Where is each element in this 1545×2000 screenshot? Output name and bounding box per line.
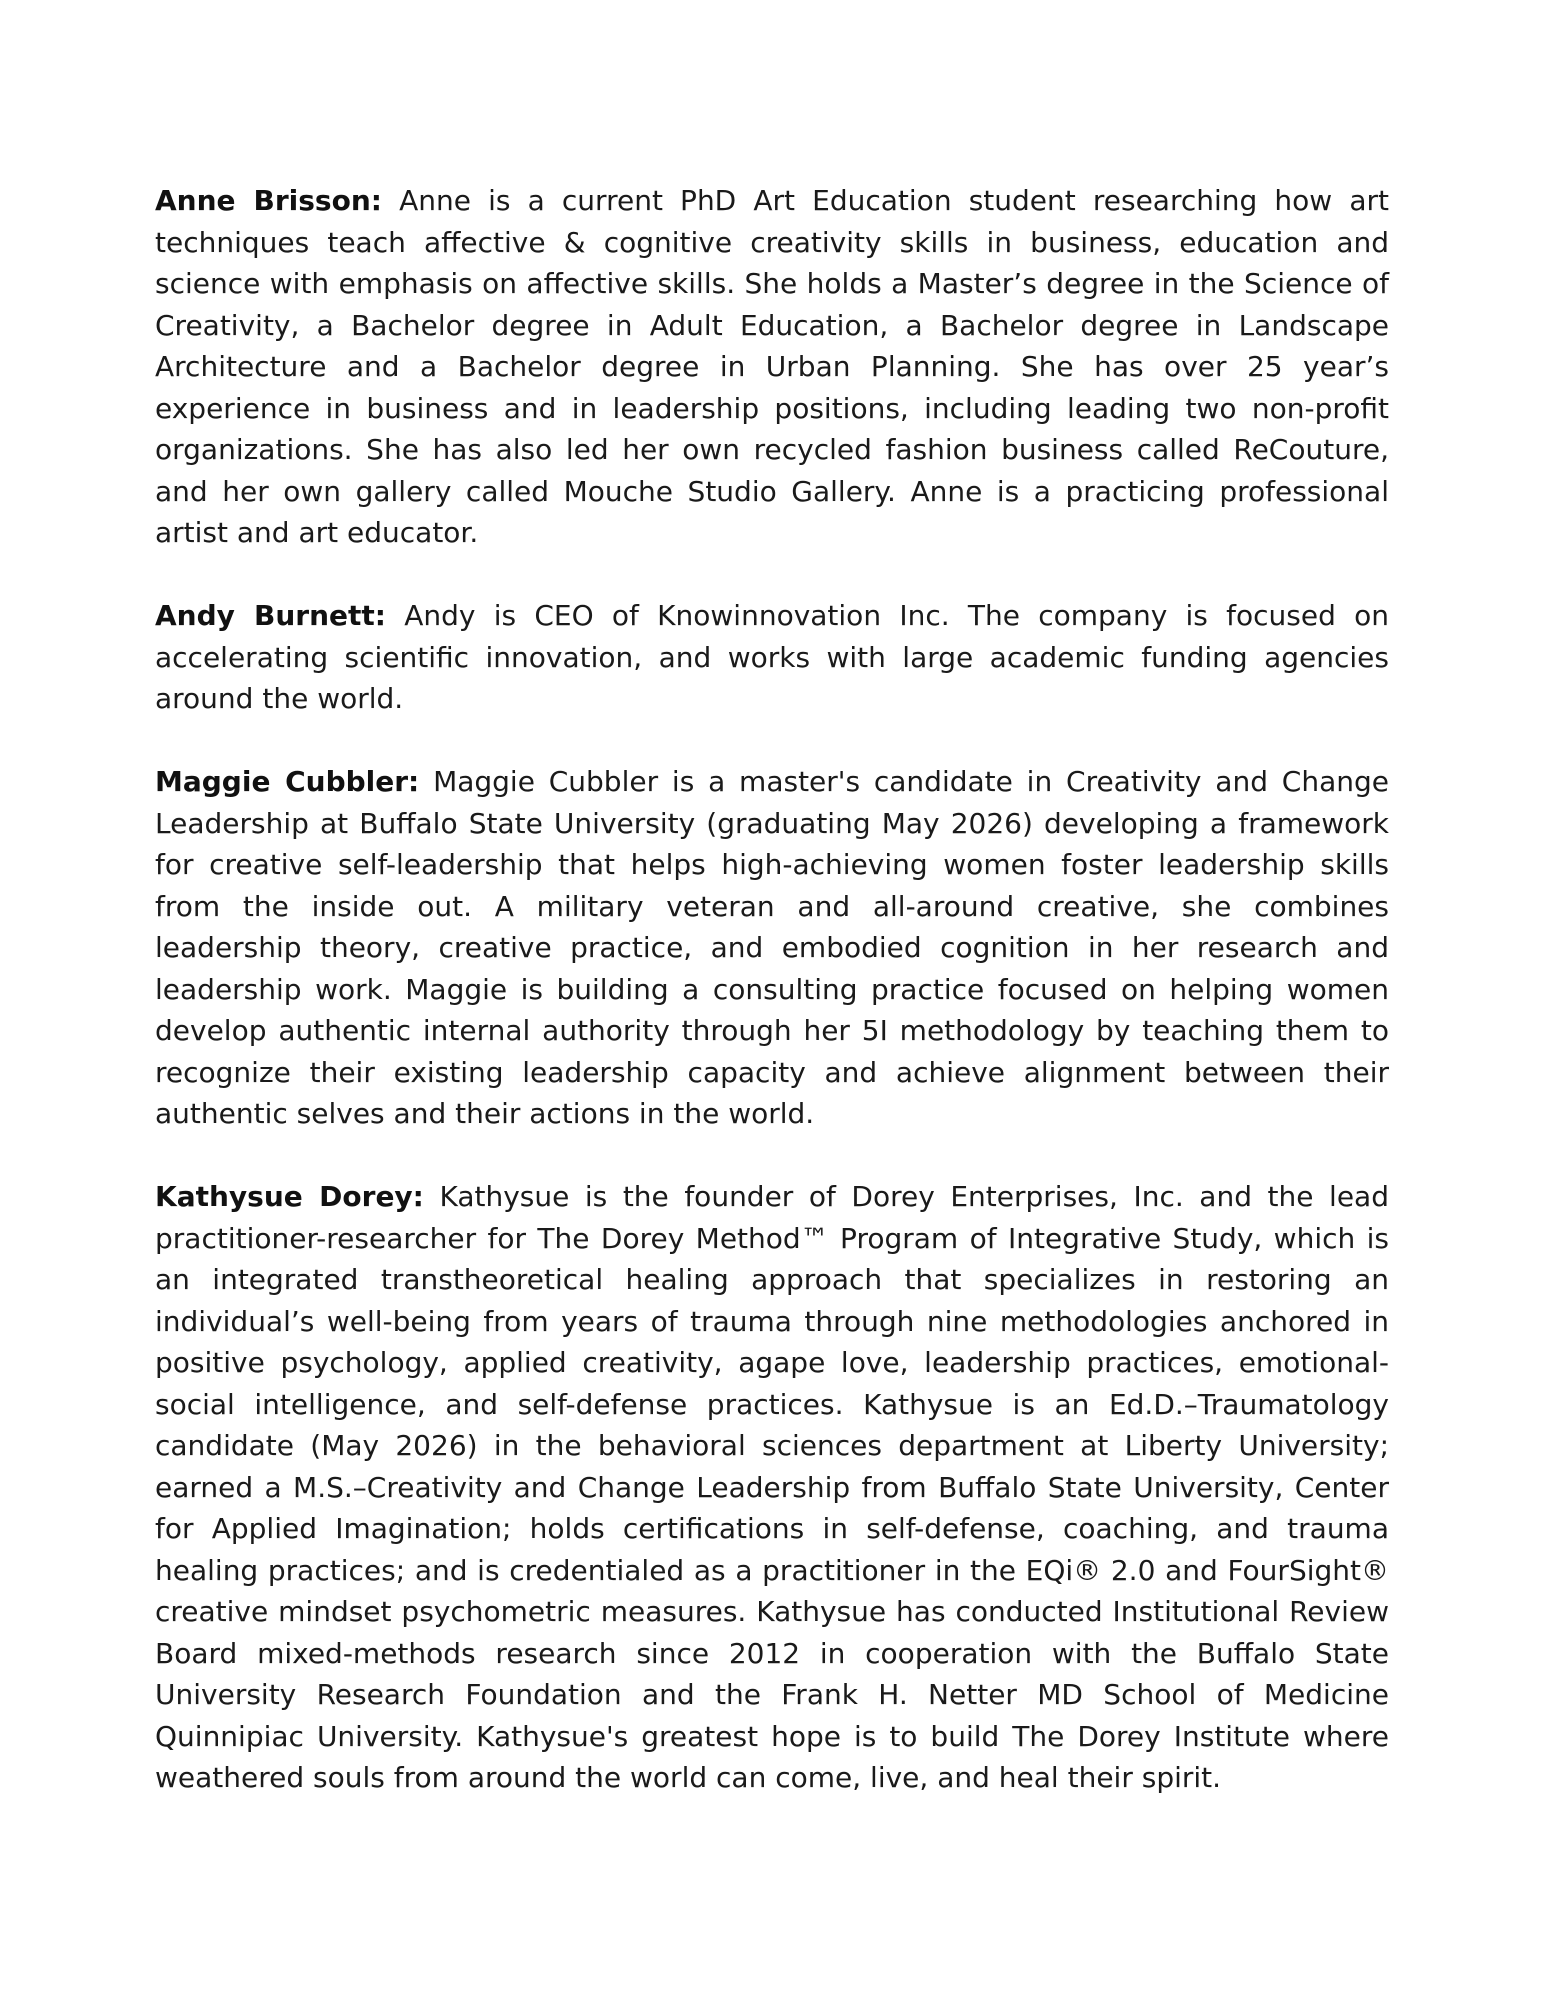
bio-anne-brisson (155, 180, 1389, 554)
bio-maggie-cubbler (155, 761, 1389, 1135)
bio-name: Maggie Cubbler: (155, 765, 420, 798)
bio-name: Kathysue Dorey: (155, 1180, 424, 1213)
bio-text: Anne is a current PhD Art Education student researching how art techniques teach affective & cognitive creativity skills in business, education and science with emphasis on affective skills. She holds a Master’s degree in the Science of Creativity, a Bachelor degree in Adult Education, a Bachelor degree in Landscape Architecture and a Bachelor degree in Urban Planning. She has over 25 year’s experience in business and in leadership positions, including leading two non-profit organizations. She has also led her own recycled fashion business called ReCouture, and her own gallery called Mouche Studio Gallery. Anne is a practicing professional artist and art educator. (155, 184, 1389, 549)
bio-text: Kathysue is the founder of Dorey Enterprises, Inc. and the lead practitioner-researcher for The Dorey Method™ Program of Integrative Study, which is an integrated transtheoretical healing approach that specializes in restoring an individual’s well-being from years of trauma through nine methodologies anchored in positive psychology, applied creativity, agape love, leadership practices, emotional-social intelligence, and self-defense practices. Kathysue is an Ed.D.–Traumatology candidate (May 2026) in the behavioral sciences department at Liberty University; earned a M.S.–Creativity and Change Leadership from Buffalo State University, Center for Applied Imagination; holds certifications in self-defense, coaching, and trauma healing practices; and is credentialed as a practitioner in the EQi® 2.0 and FourSight® creative mindset psychometric measures. Kathysue has conducted Institutional Review Board mixed-methods research since 2012 in cooperation with the Buffalo State University Research Foundation and the Frank H. Netter MD School of Medicine Quinnipiac University. Kathysue's greatest hope is to build The Dorey Institute where weathered souls from around the world can come, live, and heal their spirit. (155, 1180, 1389, 1794)
document-page (155, 180, 1389, 1840)
bio-text: Maggie Cubbler is a master's candidate in Creativity and Change Leadership at Buffalo State University (graduating May 2026) developing a framework for creative self-leadership that helps high-achieving women foster leadership skills from the inside out. A military veteran and all-around creative, she combines leadership theory, creative practice, and embodied cognition in her research and leadership work. Maggie is building a consulting practice focused on helping women develop authentic internal authority through her 5I methodology by teaching them to recognize their existing leadership capacity and achieve alignment between their authentic selves and their actions in the world. (155, 765, 1389, 1130)
bio-name: Anne Brisson: (155, 184, 382, 217)
bio-text: Andy is CEO of Knowinnovation Inc. The company is focused on accelerating scientific innovation, and works with large academic funding agencies around the world. (155, 599, 1389, 715)
bio-andy-burnett (155, 595, 1389, 720)
bio-name: Andy Burnett: (155, 599, 386, 632)
bio-kathysue-dorey (155, 1176, 1389, 1799)
